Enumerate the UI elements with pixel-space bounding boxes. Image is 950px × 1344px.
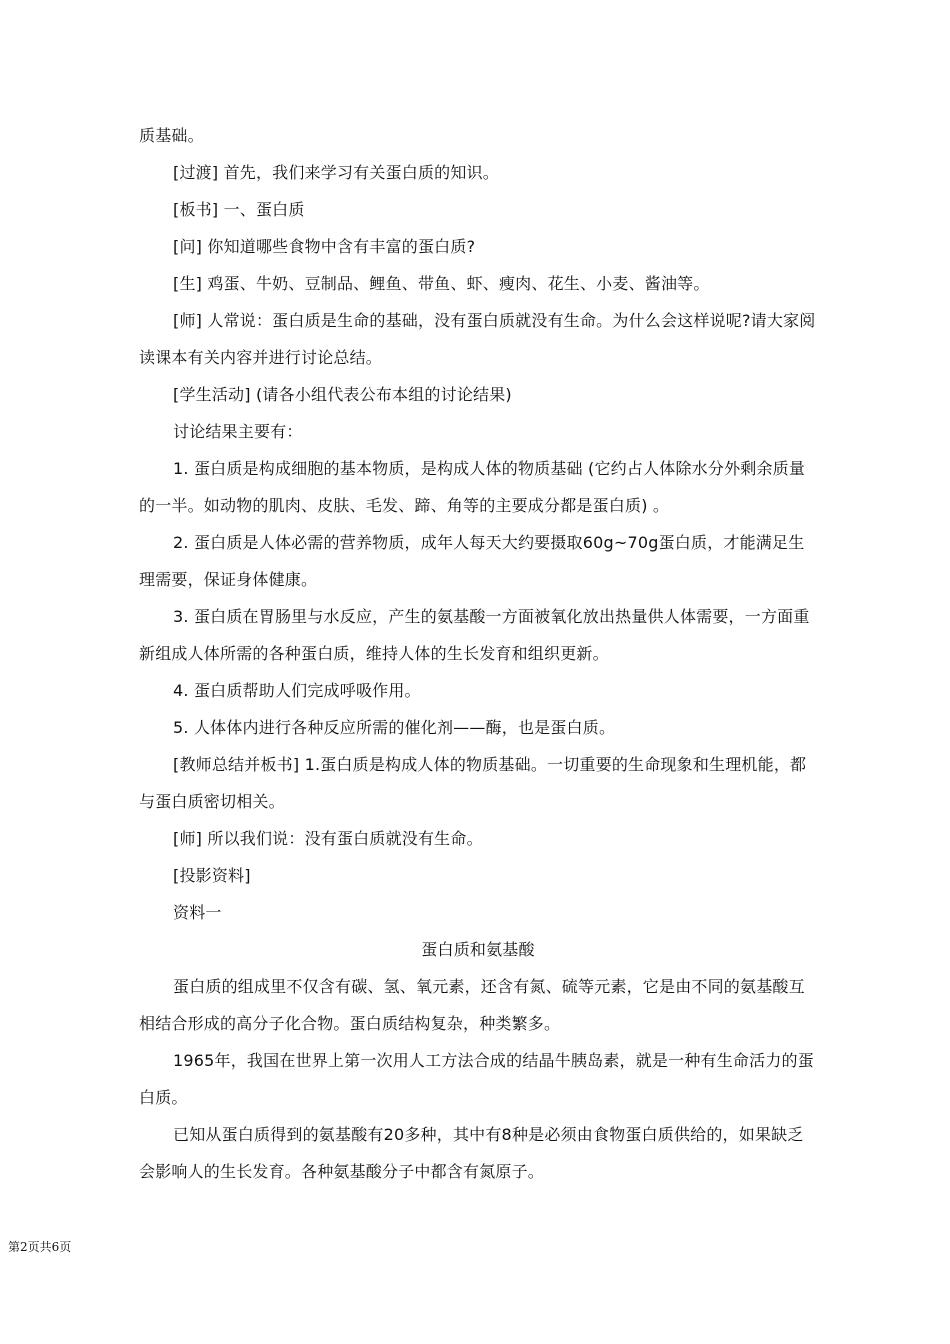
section-heading: 蛋白质和氨基酸	[421, 940, 535, 959]
paragraph: [投影资料]	[173, 866, 251, 885]
document-body	[139, 117, 817, 1190]
paragraph: 讨论结果主要有：	[173, 422, 303, 441]
paragraph: [师] 所以我们说：没有蛋白质就没有生命。	[173, 829, 483, 848]
paragraph: 已知从蛋白质得到的氨基酸有20多种，其中有8种是必须由食物蛋白质供给的，如果缺乏会影响人的生长发育。各种氨基酸分子中都含有氮原子。	[139, 1125, 804, 1181]
paragraph: 1. 蛋白质是构成细胞的基本物质，是构成人体的物质基础 (它约占人体除水分外剩余质量的一半。如动物的肌肉、皮肤、毛发、蹄、角等的主要成分都是蛋白质) 。	[139, 459, 806, 515]
paragraph: [生] 鸡蛋、牛奶、豆制品、鲤鱼、带鱼、虾、瘦肉、花生、小麦、酱油等。	[173, 274, 710, 293]
paragraph: 4. 蛋白质帮助人们完成呼吸作用。	[173, 681, 421, 700]
paragraph: 2. 蛋白质是人体必需的营养物质，成年人每天大约要摄取60g~70g蛋白质，才能满足生理需要，保证身体健康。	[139, 533, 805, 589]
paragraph: 质基础。	[139, 126, 204, 145]
paragraph: [板书] 一、蛋白质	[173, 200, 305, 219]
page-number-label: 第2页共6页	[8, 1240, 72, 1254]
paragraph: 资料一	[173, 903, 222, 922]
paragraph: 3. 蛋白质在胃肠里与水反应，产生的氨基酸一方面被氧化放出热量供人体需要，一方面重新组成人体所需的各种蛋白质，维持人体的生长发育和组织更新。	[139, 607, 810, 663]
paragraph: 蛋白质的组成里不仅含有碳、氢、氧元素，还含有氮、硫等元素，它是由不同的氨基酸互相结合形成的高分子化合物。蛋白质结构复杂，种类繁多。	[139, 977, 805, 1033]
paragraph: [师] 人常说：蛋白质是生命的基础，没有蛋白质就没有生命。为什么会这样说呢?请大家阅读课本有关内容并进行讨论总结。	[139, 311, 816, 367]
paragraph: [教师总结并板书] 1.蛋白质是构成人体的物质基础。一切重要的生命现象和生理机能，都与蛋白质密切相关。	[139, 755, 807, 811]
paragraph: 1965年，我国在世界上第一次用人工方法合成的结晶牛胰岛素，就是一种有生命活力的蛋白质。	[139, 1051, 814, 1107]
paragraph: [学生活动] (请各小组代表公布本组的讨论结果)	[173, 385, 512, 404]
paragraph: [问] 你知道哪些食物中含有丰富的蛋白质?	[173, 237, 476, 256]
paragraph: 5. 人体体内进行各种反应所需的催化剂——酶，也是蛋白质。	[173, 718, 616, 737]
paragraph: [过渡] 首先，我们来学习有关蛋白质的知识。	[173, 163, 499, 182]
